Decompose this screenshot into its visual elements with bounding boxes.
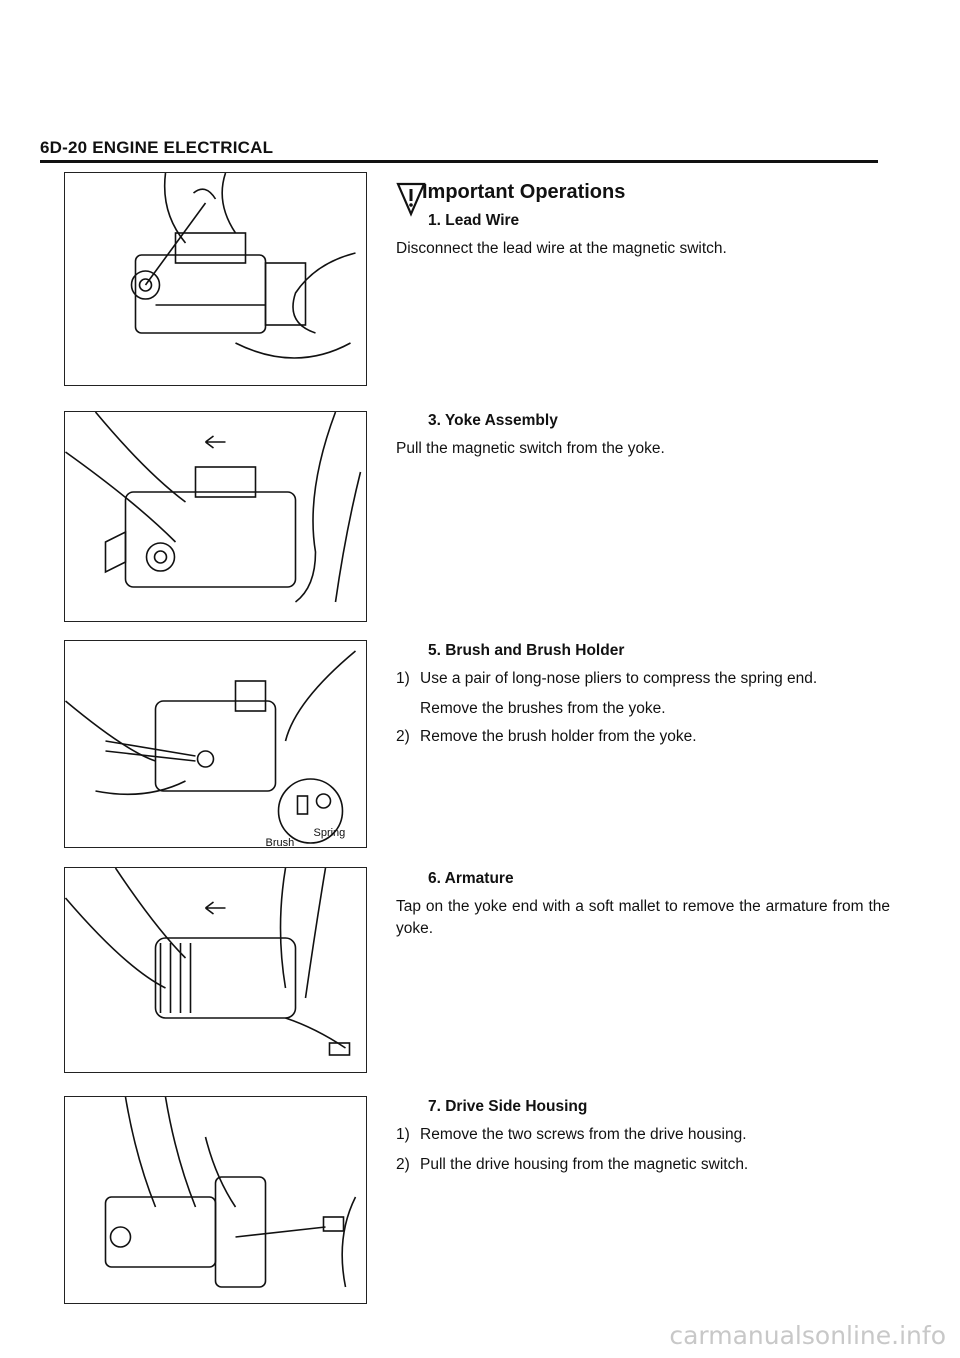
spring-label: Spring [313,827,346,839]
step-heading: 3. Yoke Assembly [428,412,558,429]
item-number: 1) [396,1126,410,1143]
item-text: Remove the two screws from the drive housing. [420,1126,747,1143]
item-number: 1) [396,670,410,687]
watermark: carmanualsonline.info [669,1321,946,1350]
brush-illustration [65,641,366,847]
header-rule [40,160,878,163]
step-yoke-assembly [396,410,890,466]
step-armature [396,868,890,946]
item-text: Use a pair of long-nose pliers to compress the spring end. [420,670,818,687]
step-heading: 1. Lead Wire [428,212,520,229]
item-number: 2) [396,728,410,745]
section-lead-wire [422,178,916,210]
item-number: 2) [396,1156,410,1173]
drive-housing-illustration [65,1097,366,1303]
list-item [396,668,890,690]
figure-brush-holder [64,640,367,848]
figure-yoke-assembly [64,411,367,622]
step-heading: 6. Armature [428,870,514,887]
figure-drive-housing [64,1096,367,1304]
lead-wire-illustration [65,173,366,385]
step-drive-housing [396,1096,890,1184]
item-subtext: Remove the brushes from the yoke. [420,700,666,717]
item-text: Pull the drive housing from the magnetic switch. [420,1156,749,1173]
step-heading: 5. Brush and Brush Holder [428,642,625,659]
step-brush-holder [396,640,890,756]
step-heading: 7. Drive Side Housing [428,1098,588,1115]
item-text: Remove the brush holder from the yoke. [420,728,697,745]
step-text: Disconnect the lead wire at the magnetic switch. [396,240,727,257]
list-item [396,1124,890,1146]
section-title: Important Operations [422,181,626,203]
page-header: 6D-20 ENGINE ELECTRICAL [40,138,274,157]
figure-lead-wire [64,172,367,386]
step-text: Pull the magnetic switch from the yoke. [396,440,665,457]
list-item [396,1154,890,1176]
yoke-illustration [65,412,366,621]
step-lead-wire [396,210,890,266]
list-item [396,726,890,748]
step-text: Tap on the yoke end with a soft mallet to remove the armature from the yoke. [396,898,890,937]
armature-illustration [65,868,366,1072]
figure-armature [64,867,367,1073]
brush-label: Brush [265,837,295,847]
